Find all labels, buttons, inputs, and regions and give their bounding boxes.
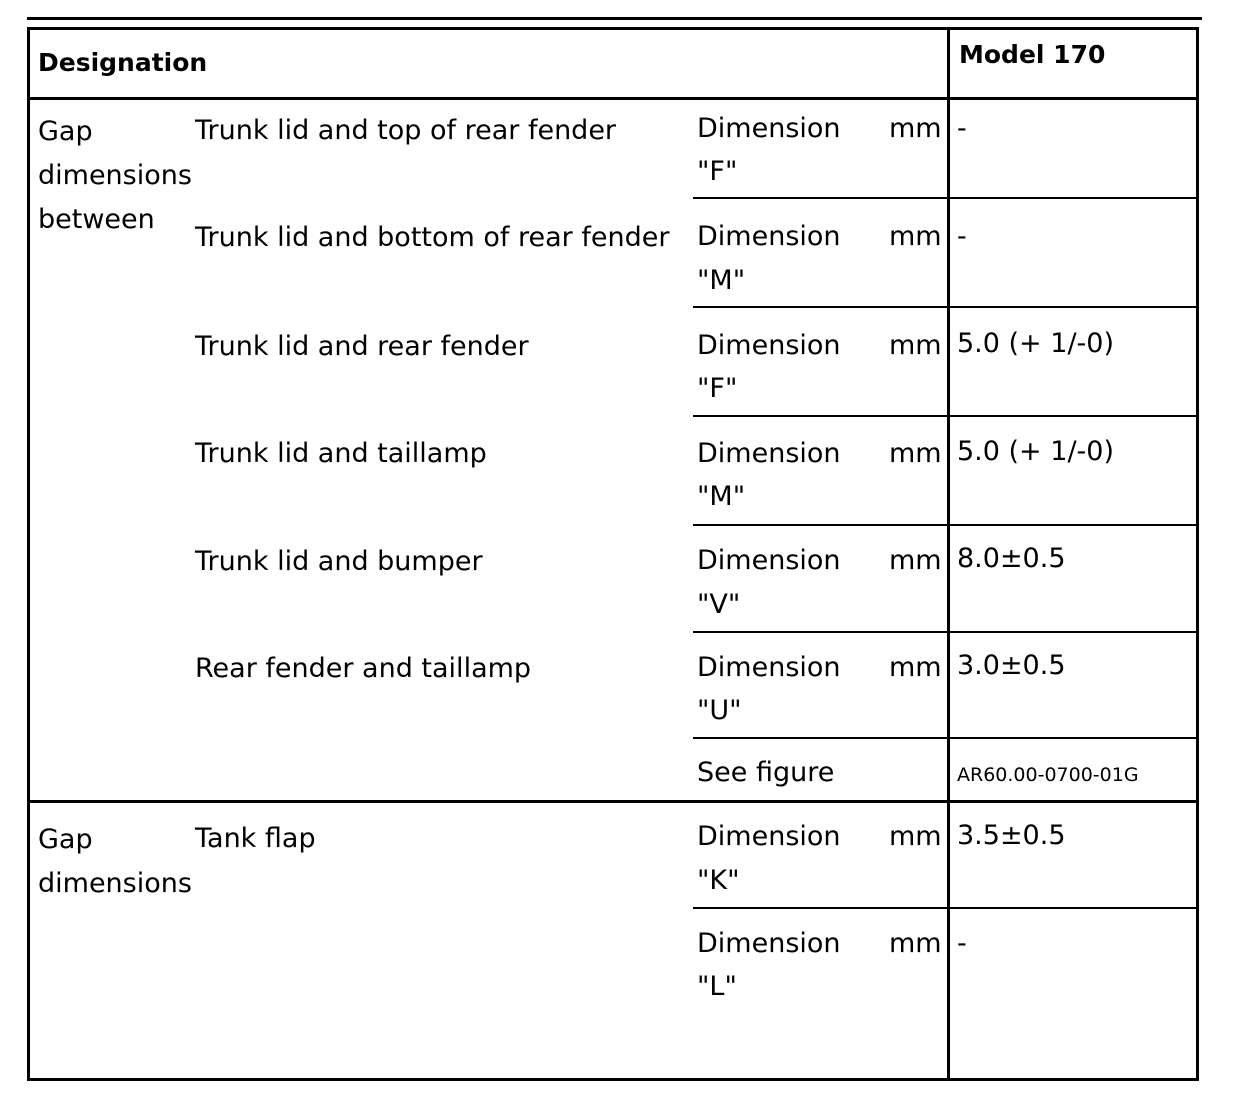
row-divider: [693, 415, 1199, 417]
dimension-label: Dimension: [697, 438, 841, 469]
item-label: Tank flap: [195, 823, 316, 854]
dimension-code: "L": [697, 971, 737, 1002]
value-cell: 3.5±0.5: [957, 820, 1066, 851]
value-cell: 5.0 (+ 1/-0): [957, 436, 1114, 467]
row-divider: [693, 737, 1199, 739]
row-divider: [693, 197, 1199, 199]
unit-label: mm: [889, 113, 942, 144]
dimension-label: Dimension: [697, 821, 841, 852]
dimension-label: Dimension: [697, 545, 841, 576]
group-label: Gap: [38, 116, 93, 147]
value-cell: -: [957, 113, 967, 144]
header-divider: [27, 97, 1199, 100]
unit-label: mm: [889, 545, 942, 576]
item-label: Trunk lid and bottom of rear fender: [195, 222, 670, 253]
table-top-border: [27, 17, 1202, 20]
unit-label: mm: [889, 652, 942, 683]
group-label: between: [38, 204, 155, 235]
item-label: Trunk lid and bumper: [195, 546, 483, 577]
spec-table: [27, 17, 1202, 1085]
item-label: Trunk lid and rear fender: [195, 331, 529, 362]
unit-label: mm: [889, 928, 942, 959]
dimension-code: "M": [697, 265, 746, 296]
value-cell: 8.0±0.5: [957, 543, 1066, 574]
row-divider: [693, 907, 1199, 909]
header-designation: Designation: [38, 48, 208, 77]
dimension-code: "V": [697, 589, 741, 620]
row-divider: [693, 306, 1199, 308]
dimension-label: Dimension: [697, 928, 841, 959]
dimension-code: "F": [697, 373, 738, 404]
dimension-code: "F": [697, 156, 738, 187]
dimension-label: Dimension: [697, 652, 841, 683]
value-cell: 5.0 (+ 1/-0): [957, 328, 1114, 359]
model-column-divider: [947, 27, 950, 1081]
dimension-code: "U": [697, 695, 742, 726]
unit-label: mm: [889, 821, 942, 852]
row-divider: [693, 524, 1199, 526]
dimension-label: Dimension: [697, 221, 841, 252]
section-divider: [27, 800, 1199, 803]
group-label: dimensions: [38, 160, 192, 191]
value-cell: -: [957, 221, 967, 252]
row-divider: [693, 631, 1199, 633]
dimension-label: Dimension: [697, 113, 841, 144]
see-figure-label: See figure: [697, 757, 835, 788]
group-label: Gap: [38, 824, 93, 855]
group-label: dimensions: [38, 868, 192, 899]
unit-label: mm: [889, 221, 942, 252]
figure-reference: AR60.00-0700-01G: [957, 764, 1139, 786]
value-cell: 3.0±0.5: [957, 650, 1066, 681]
item-label: Trunk lid and taillamp: [195, 438, 487, 469]
item-label: Rear fender and taillamp: [195, 653, 532, 684]
item-label: Trunk lid and top of rear fender: [195, 115, 617, 146]
dimension-code: "K": [697, 865, 740, 896]
header-model: Model 170: [959, 40, 1106, 69]
unit-label: mm: [889, 438, 942, 469]
dimension-code: "M": [697, 481, 746, 512]
value-cell: -: [957, 928, 967, 959]
dimension-label: Dimension: [697, 330, 841, 361]
unit-label: mm: [889, 330, 942, 361]
